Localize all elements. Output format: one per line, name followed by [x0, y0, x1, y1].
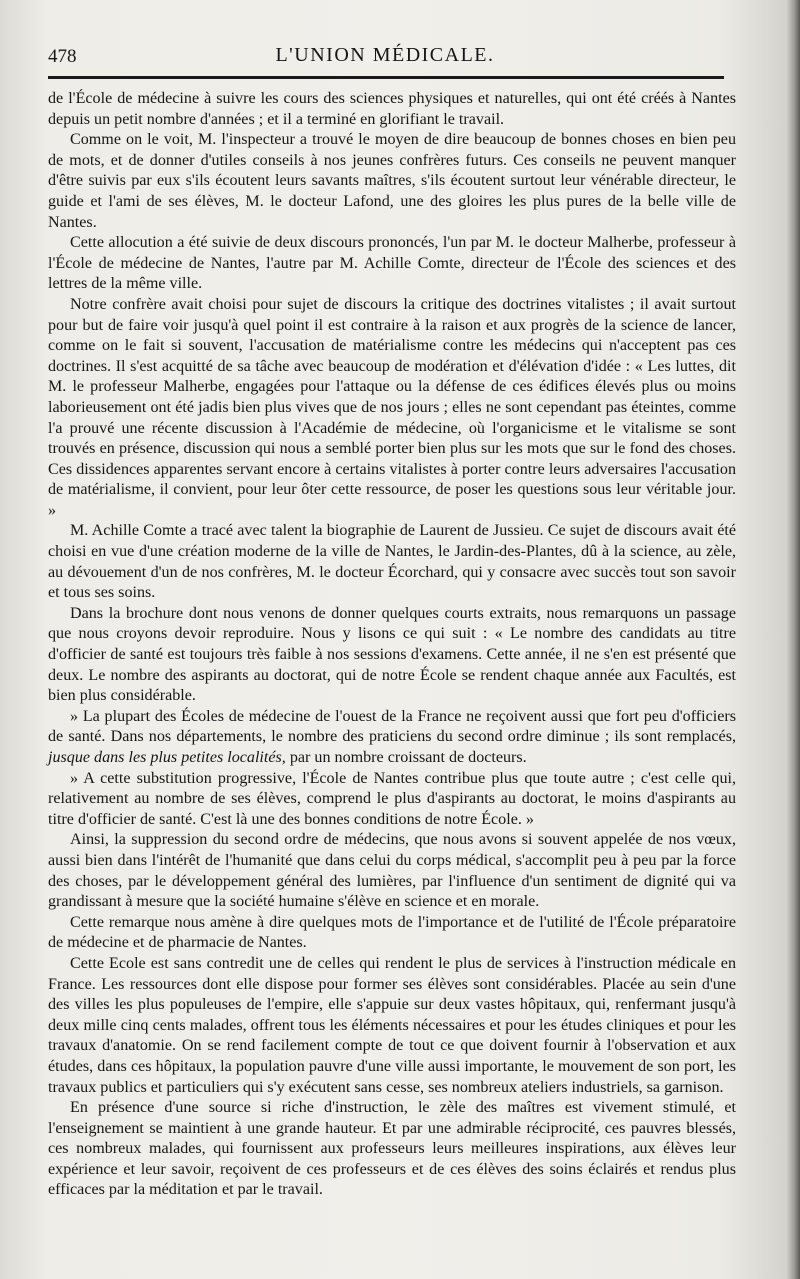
paragraph-two-speeches: Cette allocution a été suivie de deux discours prononcés, l'un par M. le docteur Malherbe, professeur à l'École de médecine de Nantes, l'autre par M. Achille Comte, directeur de l'École des sciences et des lettres de la même ville.	[48, 234, 736, 293]
text-run: par un nombre croissant de docteurs.	[285, 749, 527, 766]
paragraph-malherbe-speech: Notre confrère avait choisi pour sujet de discours la critique des doctrines vitalistes ; il avait surtout pour but de faire voir jusqu'à quel point il est contraire à la raison et aux progrès de la science de lancer, comme on le fait si souvent, l'accusation de matérialisme contre les médecins qui n'acceptent pas ces doctrines. Il s'est acquitté de sa tâche avec beaucoup de modération et d'élévation d'idée : « Les luttes, dit M. le professeur Malherbe, engagées pour l'attaque ou la défense de ces édifices élevés plus ou moins laborieusement ont été jadis bien plus vives que de nos jours ; elles ne sont cependant pas éteintes, comme l'a prouvé une récente discussion à l'Académie de médecine, où l'organicisme et le vitalisme se sont trouvés en présence, discussion qui nous a semblé porter bien plus sur les mots que sur le fond des choses. Ces dissidences apparentes servant encore à certains vitalistes à porter contre leurs adversaires l'accusation de matérialisme, il convient, pour leur ôter cette ressource, de poser les questions sous leur véritable jour. »	[48, 295, 736, 519]
article-body	[48, 89, 736, 1201]
italic-phrase: jusque dans les plus petites localités,	[48, 749, 286, 766]
paragraph-continuation: de l'École de médecine à suivre les cours des sciences physiques et naturelles, qui ont été créés à Nantes depuis un petit nombre d'années ; et il a terminé en glorifiant le travail.	[48, 90, 736, 128]
running-title: L'UNION MÉDICALE.	[275, 44, 495, 66]
page-number: 478	[48, 46, 77, 67]
paragraph-nantes-contribution: » A cette substitution progressive, l'École de Nantes contribue plus que toute autre ; c'est celle qui, relativement au nombre de ses élèves, comprend le plus d'aspirants au doctorat, le moins d'aspirants au titre d'officier de santé. C'est là une des bonnes conditions de notre École. »	[48, 769, 736, 828]
page-header	[48, 42, 722, 72]
header-rule	[48, 76, 724, 79]
paragraph-second-order: Ainsi, la suppression du second ordre de médecins, que nous avons si souvent appelée de nos vœux, aussi bien dans l'intérêt de l'humanité que dans celui du corps médical, s'accomplit peu à peu par la force des choses, par le développement général des lumières, par l'influence d'un sentiment de dignité qui va grandissant à mesure que la société humaine s'élève en science et en morale.	[48, 831, 736, 911]
paragraph-inspector-advice: Comme on le voit, M. l'inspecteur a trouvé le moyen de dire beaucoup de bonnes choses en bien peu de mots, et de donner d'utiles conseils à nos jeunes confrères futurs. Ces conseils ne peuvent manquer d'être suivis par eux s'ils écoutent leurs savants maîtres, s'ils écoutent surtout leur vénérable directeur, le guide et l'ami de ses élèves, M. le docteur Lafond, une des gloires les plus pures de la belle ville de Nantes.	[48, 131, 736, 231]
paragraph-importance: Cette remarque nous amène à dire quelques mots de l'importance et de l'utilité de l'École préparatoire de médecine et de pharmacie de Nantes.	[48, 913, 736, 952]
paragraph-west-schools	[48, 707, 736, 769]
page-edge-shadow	[786, 0, 800, 1279]
paragraph-reciprocity: En présence d'une source si riche d'instruction, le zèle des maîtres est vivement stimulé, et l'enseignement se maintient à une grande hauteur. Et par une admirable réciprocité, ces pauvres blessés, ces nombreux malades, qui fournissent aux professeurs leurs meilleures inspirations, aux élèves leur expérience et leur savoir, reçoivent de ces professeurs et de ces élèves des soins éclairés et rendus plus efficaces par la méditation et par le travail.	[48, 1099, 736, 1199]
paragraph-school-resources: Cette Ecole est sans contredit une de celles qui rendent le plus de services à l'instruction médicale en France. Les ressources dont elle dispose pour former ses élèves sont considérables. Placée au sein d'une des villes les plus populeuses de l'empire, elle s'appuie sur deux vastes hôpitaux, qui, renfermant jusqu'à deux mille cinq cents malades, offrent tous les éléments nécessaires et pour les études cliniques et pour les travaux d'anatomie. On se rend facilement compte de tout ce que doivent fournir à l'observation et aux études, dans ces hôpitaux, la population pauvre d'une ville aussi importante, le mouvement de son port, les travaux publics et particuliers qui s'y exécutent sans cesse, ses nombreux ateliers industriels, sa garnison.	[48, 954, 736, 1096]
paragraph-comte-speech: M. Achille Comte a tracé avec talent la biographie de Laurent de Jussieu. Ce sujet de discours avait été choisi en vue d'une création moderne de la ville de Nantes, le Jardin-des-Plantes, dû à la science, au zèle, au dévouement d'un de nos confrères, M. le docteur Écorchard, qui y consacre avec succès tout son savoir et tous ses soins.	[48, 522, 736, 602]
text-run: » La plupart des Écoles de médecine de l'ouest de la France ne reçoivent aussi que fort peu d'officiers de santé. Dans nos départements, le nombre des praticiens du second ordre diminue ; ils sont remplacés,	[48, 707, 736, 746]
paragraph-brochure-quote: Dans la brochure dont nous venons de donner quelques courts extraits, nous remarquons un passage que nous croyons devoir reproduire. Nous y lisons ce qui suit : « Le nombre des candidats au titre d'officier de santé est toujours très faible à nos sessions d'examens. Cette année, il ne s'en est présenté que deux. Le nombre des aspirants au doctorat, qui de notre École se rendent chaque année aux Facultés, est bien plus considérable.	[48, 604, 736, 705]
